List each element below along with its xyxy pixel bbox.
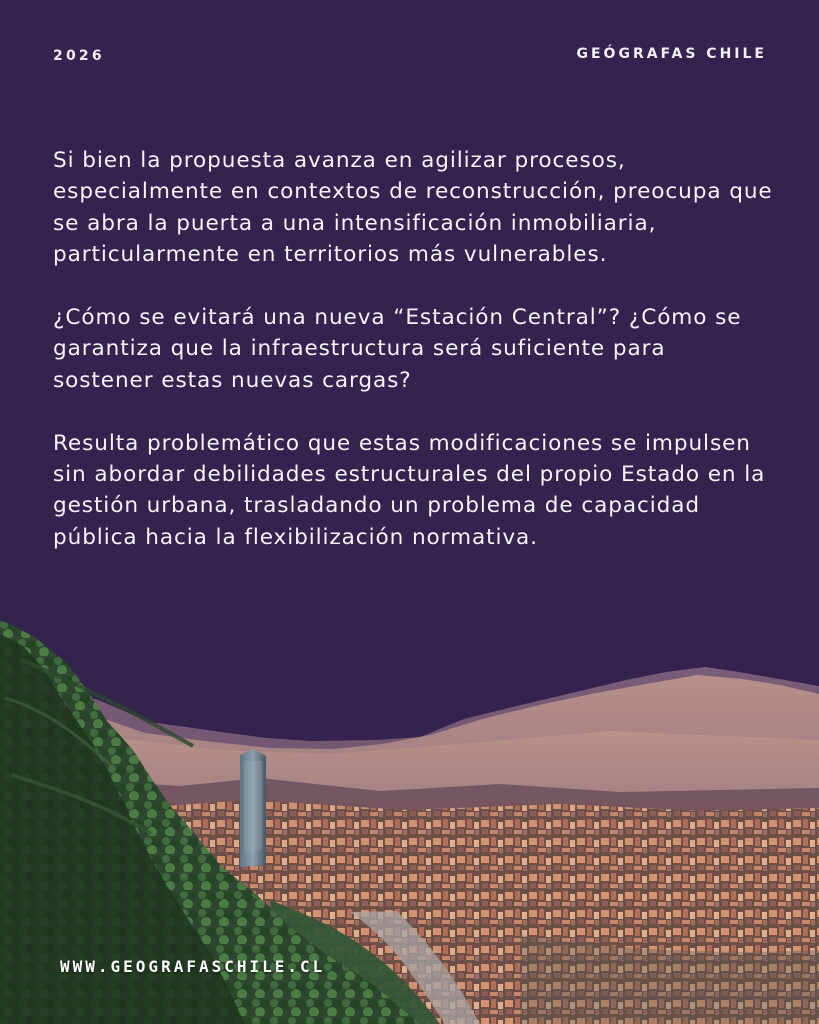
year-label: 2026	[53, 48, 105, 64]
paragraph-1: Si bien la propuesta avanza en agilizar procesos, especialmente en contextos de reconstrucción, preocupa que se abra la puerta a una intensificación inmobiliaria, particularmente en territorios más vulnerables.	[53, 148, 773, 268]
paragraph-2: ¿Cómo se evitará una nueva “Estación Central”? ¿Cómo se garantiza que la infraestructura será suficiente para sostener estas nuevas cargas?	[53, 305, 742, 393]
brand-name: GEÓGRAFAS CHILE	[576, 46, 767, 62]
body-text	[53, 145, 773, 585]
website-url: WWW.GEOGRAFASCHILE.CL	[60, 957, 326, 976]
paragraph-3: Resulta problemático que estas modificaciones se impulsen sin abordar debilidades estructurales del propio Estado en la gestión urbana, trasladando un problema de capacidad pública hacia la flexibilización normativa.	[53, 430, 766, 550]
